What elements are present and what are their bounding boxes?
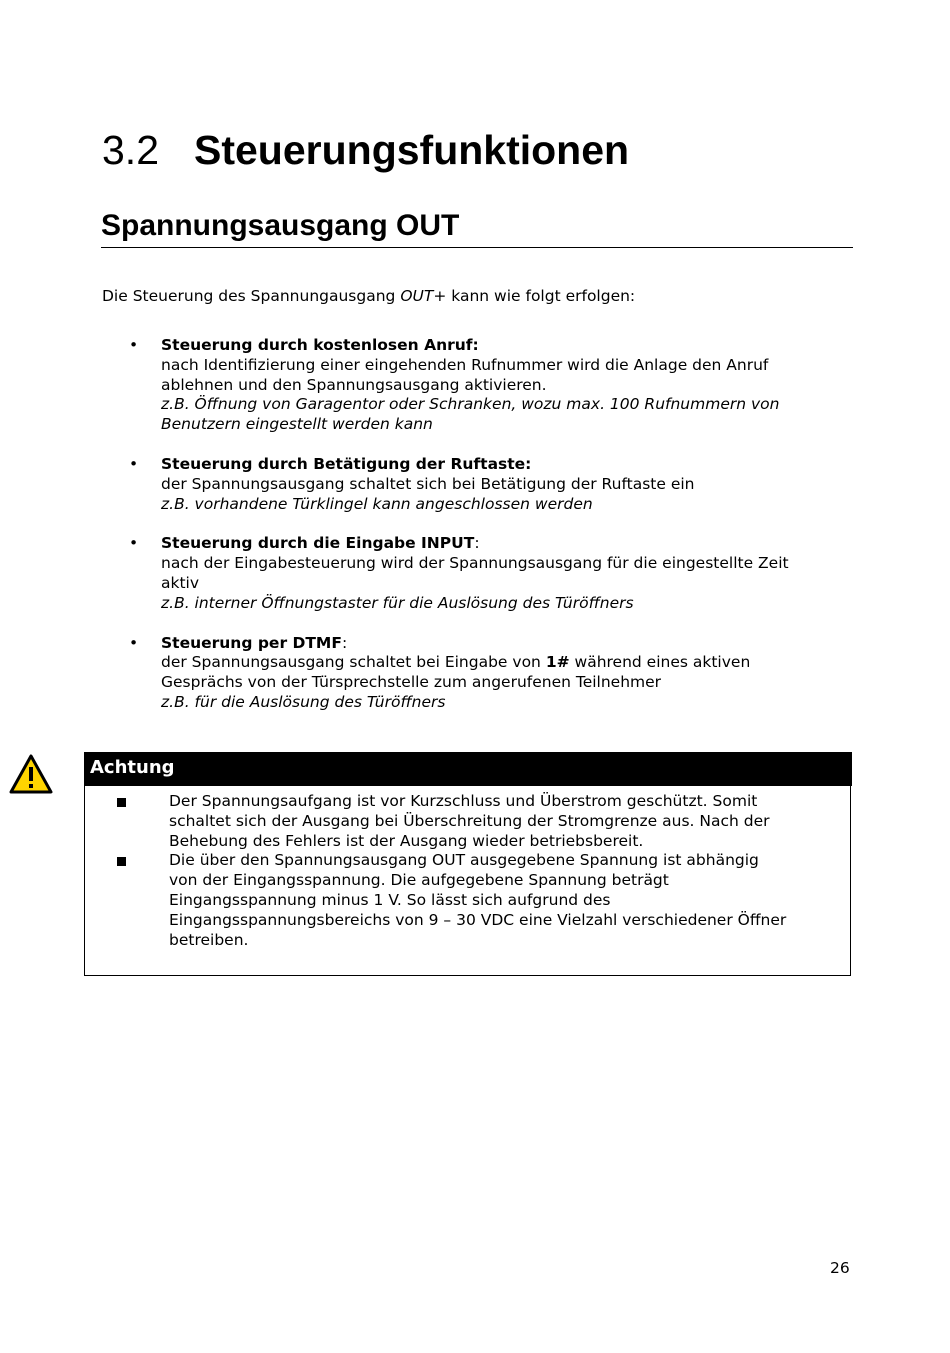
bullet-icon: • [129, 633, 139, 652]
item-text: Gesprächs von der Türsprechstelle zum angerufenen Teilnehmer [161, 673, 662, 692]
notice-point [115, 792, 835, 851]
item-title: Steuerung durch die Eingabe INPUT [161, 534, 475, 553]
notice-line: betreiben. [169, 930, 249, 949]
bullet-icon: • [129, 454, 139, 473]
item-line [161, 554, 829, 574]
intro-term: OUT+ [400, 287, 447, 305]
item-text: ablehnen und den Spannungsausgang aktivieren. [161, 375, 547, 394]
item-text: aktiv [161, 573, 200, 592]
square-bullet-icon [117, 857, 126, 866]
item-line [161, 356, 829, 376]
item-title-line [161, 534, 829, 554]
item-title: Steuerung durch kostenlosen Anruf: [161, 336, 479, 354]
bullet-icon: • [129, 534, 139, 553]
section-number: 3.2 [102, 127, 159, 173]
section-title: Steuerungsfunktionen [194, 127, 630, 173]
item-title-line [161, 336, 829, 356]
item-text: nach der Eingabesteuerung wird der Spannungsausgang für die eingestellte Zeit [161, 554, 789, 573]
item-example: z.B. für die Auslösung des Türöffners [161, 692, 446, 711]
item-example: z.B. vorhandene Türklingel kann angeschlossen werden [161, 494, 593, 513]
item-example: z.B. interner Öffnungstaster für die Auslösung des Türöffners [161, 593, 634, 612]
subsection-heading: Spannungsausgang OUT [101, 206, 853, 248]
item-text: der Spannungsausgang schaltet bei Eingabe von [161, 653, 546, 672]
notice-header [84, 752, 852, 786]
item-title: Steuerung durch Betätigung der Ruftaste: [161, 454, 532, 473]
item-title: Steuerung per DTMF [161, 633, 342, 652]
notice-line: schaltet sich der Ausgang bei Überschreitung der Stromgrenze aus. Nach der [169, 811, 770, 830]
item-title-line [161, 634, 829, 654]
control-method-list [129, 336, 829, 733]
bullet-icon: • [129, 336, 139, 354]
list-item [129, 455, 829, 514]
list-item [129, 336, 829, 435]
item-title-suffix: : [474, 534, 480, 553]
notice-line: Der Spannungsaufgang ist vor Kurzschluss und Überstrom geschützt. Somit [169, 792, 758, 810]
item-text: während eines aktiven [569, 653, 751, 672]
notice-point [115, 851, 835, 950]
item-text: nach Identifizierung einer eingehenden Rufnummer wird die Anlage den Anruf [161, 355, 769, 374]
item-line [161, 376, 829, 396]
notice-line: Behebung des Fehlers ist der Ausgang wieder betriebsbereit. [169, 831, 644, 850]
notice-box [84, 786, 851, 976]
item-line [161, 653, 829, 673]
item-line [161, 574, 829, 594]
item-text: der Spannungsausgang schaltet sich bei Betätigung der Ruftaste ein [161, 474, 695, 493]
square-bullet-icon [117, 798, 126, 807]
item-title-line [161, 455, 829, 475]
notice-line: Eingangsspannungsbereichs von 9 – 30 VDC eine Vielzahl verschiedener Öffner [169, 910, 787, 929]
item-emphasis: 1# [545, 653, 570, 672]
list-item [129, 534, 829, 613]
warning-triangle-icon [9, 754, 53, 794]
intro-paragraph: Die Steuerung des Spannungausgang OUT+ kann wie folgt erfolgen: [102, 287, 636, 305]
item-line [161, 673, 829, 693]
list-item [129, 634, 829, 713]
notice-line: von der Eingangsspannung. Die aufgegebene Spannung beträgt [169, 871, 669, 890]
item-title-suffix: : [341, 633, 348, 652]
notice-line: Die über den Spannungsausgang OUT ausgegebene Spannung ist abhängig [169, 851, 759, 870]
item-example: z.B. Öffnung von Garagentor oder Schranken, wozu max. 100 Rufnummern von [161, 395, 780, 414]
item-example: Benutzern eingestellt werden kann [161, 415, 433, 434]
item-line [161, 475, 829, 495]
section-heading [102, 124, 629, 176]
notice-title: Achtung [90, 757, 175, 778]
notice-line: Eingangsspannung minus 1 V. So lässt sich aufgrund des [169, 890, 611, 909]
notice-points [115, 792, 835, 950]
page-number: 26 [830, 1259, 850, 1277]
